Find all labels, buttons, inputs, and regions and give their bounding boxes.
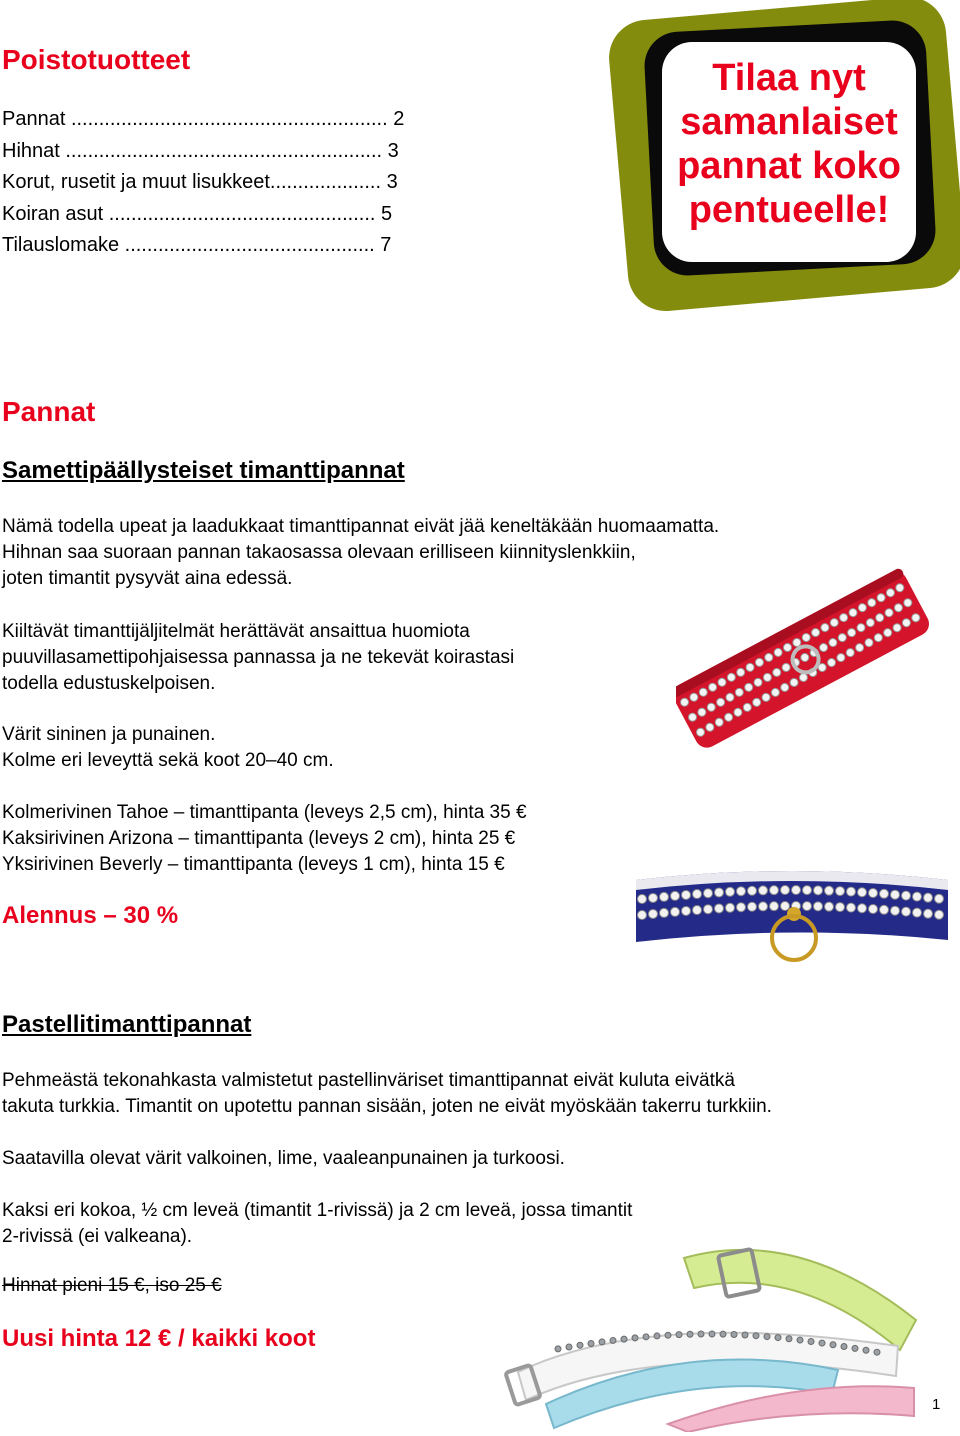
blue-collar-image — [632, 856, 952, 970]
promo-text — [662, 56, 916, 232]
rhinestone — [715, 904, 724, 913]
old-price: Hinnat pieni 15 €, iso 25 € — [2, 1275, 222, 1296]
rhinestone — [566, 1344, 572, 1350]
rhinestone — [803, 902, 812, 911]
rhinestone — [599, 1339, 605, 1345]
toc-title: Poistotuotteet — [2, 44, 191, 75]
promo-line: pannat koko — [677, 145, 901, 187]
rhinestone — [726, 903, 735, 912]
rhinestone — [891, 890, 900, 899]
product-tahoe: Kolmerivinen Tahoe – timanttipanta (leveys 2,5 cm), hinta 35 € — [2, 802, 527, 823]
velvet-description-1: Nämä todella upeat ja laadukkaat timanttipannat eivät jää keneltäkään huomaamatta. Hihnan saa suoraan pannan takaosassa olevaan erilliseen kiinnityslenkkiin, joten timantit pysyvät aina edessä. — [2, 516, 720, 589]
rhinestone — [649, 909, 658, 918]
rhinestone — [665, 1332, 671, 1338]
rhinestone — [924, 909, 933, 918]
rhinestone — [775, 1335, 781, 1341]
rhinestone — [852, 1345, 858, 1351]
promo-line: samanlaiset — [680, 101, 898, 143]
rhinestone — [638, 911, 647, 920]
page-number: 1 — [932, 1396, 941, 1413]
toc-item-hihnat[interactable]: Hihnat ......................................................... 3 — [2, 139, 399, 162]
rhinestone — [748, 902, 757, 911]
toc-item-koiran-asut[interactable]: Koiran asut ................................................ 5 — [2, 202, 393, 225]
rhinestone — [682, 890, 691, 899]
rhinestone — [825, 902, 834, 911]
rhinestone — [731, 1332, 737, 1338]
velvet-product-list — [2, 800, 527, 878]
section-title-pannat: Pannat — [2, 396, 96, 427]
rhinestone — [704, 905, 713, 914]
promo-line: Tilaa nyt — [712, 57, 866, 99]
rhinestone — [880, 905, 889, 914]
rhinestone — [632, 1335, 638, 1341]
rhinestone — [797, 1337, 803, 1343]
rhinestone — [742, 1332, 748, 1338]
rhinestone — [704, 889, 713, 898]
rhinestone — [610, 1337, 616, 1343]
rhinestone — [715, 888, 724, 897]
rhinestone — [753, 1333, 759, 1339]
velvet-description-2: Kiiltävät timanttijäljitelmät herättävät ansaittua huomiota puuvillasamettipohjaisessa pannassa ja ne tekevät koirastasi todella edustuskelpoisen. — [2, 621, 515, 694]
toc-item-pannat[interactable]: Pannat ......................................................... 2 — [2, 108, 405, 130]
rhinestone — [770, 886, 779, 895]
red-collar-image — [676, 538, 930, 788]
pastel-sizes: Kaksi eri kokoa, ½ cm leveä (timantit 1-rivissä) ja 2 cm leveä, jossa timantit 2-rivissä (ei valkeana). — [2, 1200, 633, 1247]
rhinestone — [759, 902, 768, 911]
rhinestone — [643, 1334, 649, 1340]
subsection-title-pastel: Pastellitimanttipannat — [2, 1011, 252, 1038]
rhinestone — [786, 1336, 792, 1342]
rhinestone — [770, 902, 779, 911]
pastel-colors: Saatavilla olevat värit valkoinen, lime, vaaleanpunainen ja turkoosi. — [2, 1148, 565, 1169]
rhinestone — [836, 887, 845, 896]
rhinestone — [660, 908, 669, 917]
rhinestone — [720, 1331, 726, 1337]
rhinestone — [935, 910, 944, 919]
toc-item-korut[interactable]: Korut, rusetit ja muut lisukkeet.................... 3 — [2, 171, 398, 193]
rhinestone — [577, 1342, 583, 1348]
rhinestone — [709, 1331, 715, 1337]
rhinestone — [869, 904, 878, 913]
pastel-collars-image — [498, 1228, 918, 1432]
velvet-discount: Alennus – 30 % — [2, 902, 179, 929]
rhinestone — [781, 902, 790, 911]
rhinestone — [891, 906, 900, 915]
rhinestone — [660, 892, 669, 901]
rhinestone — [902, 891, 911, 900]
rhinestone — [671, 907, 680, 916]
rhinestone — [803, 886, 812, 895]
rhinestone — [847, 903, 856, 912]
rhinestone — [759, 886, 768, 895]
rhinestone — [869, 888, 878, 897]
toc-item-tilauslomake[interactable]: Tilauslomake ............................................. 7 — [2, 234, 392, 256]
rhinestone — [555, 1346, 561, 1352]
rhinestone — [847, 887, 856, 896]
rhinestone — [654, 1333, 660, 1339]
rhinestone — [638, 895, 647, 904]
rhinestone — [687, 1331, 693, 1337]
rhinestone — [935, 894, 944, 903]
velvet-colors-sizes: Värit sininen ja punainen. Kolme eri leveyttä sekä koot 20–40 cm. — [2, 724, 334, 771]
rhinestone — [671, 891, 680, 900]
rhinestone — [830, 1342, 836, 1348]
rhinestone — [698, 1331, 704, 1337]
pastel-description: Pehmeästä tekonahkasta valmistetut pastellinväriset timanttipannat eivät kuluta eivätkä takuta turkkia. Timantit on upotettu pannan sisään, joten ne eivät myöskään takerru turkkiin. — [2, 1070, 772, 1117]
rhinestone — [737, 887, 746, 896]
rhinestone — [841, 1344, 847, 1350]
rhinestone — [737, 903, 746, 912]
table-of-contents — [2, 104, 404, 262]
rhinestone — [880, 889, 889, 898]
rhinestone — [874, 1349, 880, 1355]
rhinestone — [814, 886, 823, 895]
rhinestone — [825, 886, 834, 895]
rhinestone — [781, 886, 790, 895]
rhinestone — [902, 907, 911, 916]
rhinestone — [858, 888, 867, 897]
rhinestone — [913, 892, 922, 901]
product-arizona: Kaksirivinen Arizona – timanttipanta (leveys 2 cm), hinta 25 € — [2, 828, 516, 849]
rhinestone — [792, 886, 801, 895]
rhinestone — [682, 906, 691, 915]
rhinestone — [913, 908, 922, 917]
rhinestone — [808, 1339, 814, 1345]
rhinestone — [676, 1332, 682, 1338]
rhinestone — [693, 906, 702, 915]
rhinestone — [924, 893, 933, 902]
rhinestone — [693, 890, 702, 899]
rhinestone — [726, 887, 735, 896]
rhinestone — [863, 1347, 869, 1353]
rhinestone — [764, 1334, 770, 1340]
rhinestone — [748, 886, 757, 895]
promo-line: pentueelle! — [688, 189, 890, 231]
new-price: Uusi hinta 12 € / kaikki koot — [2, 1325, 316, 1352]
rhinestone — [819, 1340, 825, 1346]
product-beverly: Yksirivinen Beverly – timanttipanta (leveys 1 cm), hinta 15 € — [2, 854, 505, 875]
rhinestone — [858, 904, 867, 913]
rhinestone — [621, 1336, 627, 1342]
rhinestone — [649, 893, 658, 902]
rhinestone — [814, 902, 823, 911]
rhinestone — [588, 1341, 594, 1347]
rhinestone — [836, 903, 845, 912]
subsection-title-velvet: Samettipäällysteiset timanttipannat — [2, 457, 405, 484]
